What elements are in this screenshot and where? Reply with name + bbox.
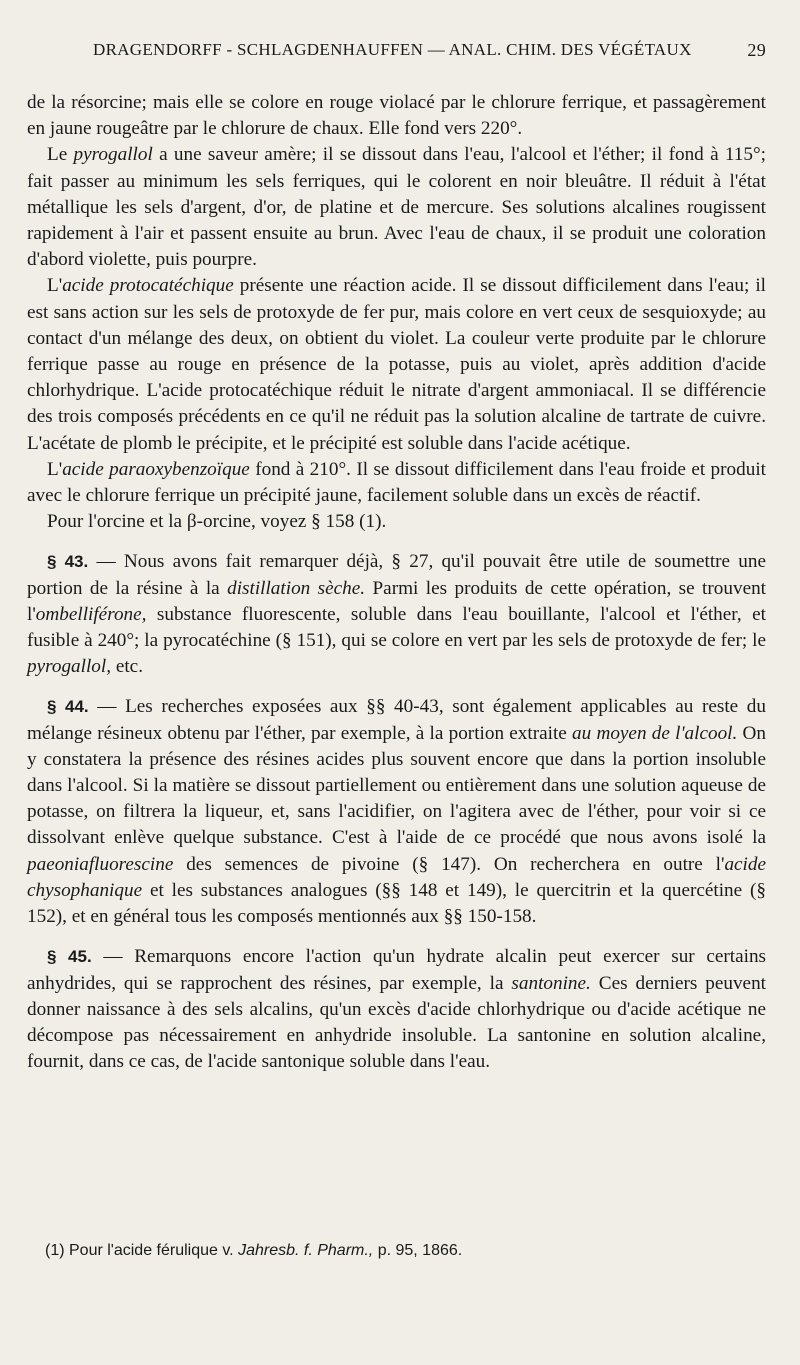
header-title: DRAGENDORFF - SCHLAGDENHAUFFEN — ANAL. CHIM. DES VÉGÉTAUX: [93, 40, 692, 59]
italic-term: pyrogallol: [73, 144, 153, 166]
italic-term: acide protocatéchique: [62, 275, 234, 297]
text-run: — Nous avons fait remarquer déjà, § 27, qu'il pouvait être utile de soumettre une portion de la résine à la: [27, 551, 767, 599]
section-43: [27, 549, 766, 680]
paragraph: [27, 457, 766, 509]
footnote-text: (1) Pour l'acide férulique v.: [45, 1242, 239, 1259]
italic-term: santonine.: [511, 972, 591, 994]
text-run: Pour l'orcine et la β-orcine, voyez § 158 (1).: [47, 511, 387, 533]
text-run: L': [47, 458, 63, 480]
paragraph: [27, 142, 766, 273]
text-run: — Remarquons encore l'action qu'un hydrate alcalin peut exercer sur certains anhydrides, qui se rapprochent des résines, par exemple, la: [27, 946, 767, 994]
paragraph: [27, 509, 766, 535]
section-number: § 43.: [47, 552, 89, 572]
text-run: substance fluorescente, soluble dans l'eau bouillante, l'alcool et l'éther, et fusible à 240°; la pyrocatéchine (§ 151), qui se colore en vert par les sels de protoxyde de fer; le: [27, 603, 766, 652]
text-run: Ces derniers peuvent donner naissance à des sels alcalins, qu'un excès d'acide chlorhydrique ou d'acide acétique ne décompose pas nécessairement en anhydride insoluble. La santonine en solution alcaline, fournit, dans ce cas, de l'acide santonique soluble dans l'eau.: [27, 972, 766, 1073]
italic-term: paeoniafluorescine: [27, 853, 174, 875]
page-number: 29: [747, 40, 766, 60]
italic-term: pyrogallol,: [27, 656, 112, 678]
italic-term: au moyen de l'alcool.: [572, 722, 738, 744]
text-run: fond à 210°. Il se dissout difficilement dans l'eau froide et produit avec le chlorure ferrique un précipité jaune, facilement soluble dans un excès de réactif.: [27, 458, 766, 507]
text-run: L': [47, 275, 63, 297]
paragraph: [27, 273, 766, 456]
section-44: [27, 694, 766, 930]
text-run: Le: [47, 144, 74, 166]
text-run: présente une réaction acide. Il se dissout difficilement dans l'eau; il est sans action sur les sels de protoxyde de fer pur, mais colore en vert ceux de sesquioxyde; au contact d'un mélange des deux, on obtient du violet. La couleur verte produite par le chlorure ferrique passe au rouge en présence de la potasse, puis au violet, après addition d'acide chlorhydrique. L'acide protocatéchique réduit le nitrate d'argent ammoniacal. Il se différencie des trois composés précédents en ce qu'il ne réduit pas la solution alcaline de tartrate de cuivre. L'acétate de plomb le précipite, et le précipité est soluble dans l'acide acétique.: [27, 275, 766, 454]
footnote-citation: Jahresb. f. Pharm.,: [238, 1242, 374, 1259]
italic-term: ombelliférone,: [35, 603, 147, 625]
text-run: des semences de pivoine (§ 147). On recherchera en outre l': [173, 853, 725, 875]
section-45: [27, 944, 766, 1075]
italic-term: distillation sèche.: [227, 577, 366, 599]
paragraph: [27, 90, 766, 142]
running-header: [27, 38, 766, 68]
section-number: § 45.: [47, 947, 92, 967]
text-run: — Les recherches exposées aux §§ 40-43, sont également applicables au reste du mélange résineux obtenu par l'éther, par exemple, à la portion extraite: [27, 696, 766, 744]
italic-term: acide chysophanique: [27, 853, 766, 901]
text-run: a une saveur amère; il se dissout dans l'eau, l'alcool et l'éther; il fond à 115°; fait passer au minimum les sels ferriques, qui le colorent en noir bleuâtre. Il réduit à l'état métallique les sels d'argent, d'or, de platine et de mercure. Ses solutions alcalines rougissent rapidement à l'air et passent ensuite au brun. Avec l'eau de chaux, il se produit une coloration d'abord violette, puis pourpre.: [27, 144, 766, 271]
text-run: et les substances analogues (§§ 148 et 149), le quercitrin et la quercétine (§ 152), et en général tous les composés mentionnés aux §§ 150-158.: [27, 879, 766, 928]
section-number: § 44.: [47, 697, 89, 717]
text-run: etc.: [111, 656, 143, 678]
text-run: de la résorcine; mais elle se colore en rouge violacé par le chlorure ferrique, et passagèrement en jaune rougeâtre par le chlorure de chaux. Elle fond vers 220°.: [27, 92, 766, 140]
body-text: [27, 90, 766, 1075]
text-run: Parmi les produits de cette opération, se trouvent l': [27, 577, 767, 625]
text-run: On y constatera la présence des résines acides plus souvent encore que dans la portion insoluble dans l'alcool. Si la matière se dissout partiellement ou entièrement dans une solution aqueuse de potasse, on filtrera la liqueur, et, sans l'acidifier, on l'agitera avec de l'éther, pour voir si ce dissolvant enlève quelque substance. C'est à l'aide de ce procédé que nous avons isolé la: [27, 722, 766, 849]
footnote: [45, 1242, 462, 1260]
footnote-text: p. 95, 1866.: [373, 1242, 463, 1259]
italic-term: acide paraoxybenzoïque: [62, 458, 250, 480]
